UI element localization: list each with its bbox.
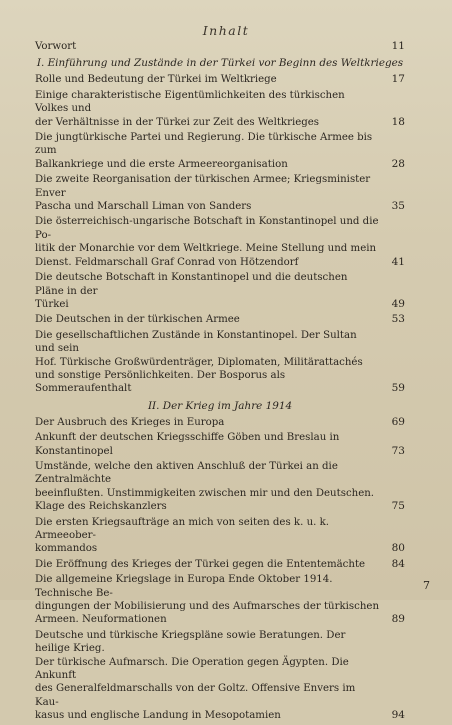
- page-title: Inhalt: [202, 23, 250, 38]
- toc-entry-text: Umstände, welche den aktiven Anschluß der Türkei an die Zentralmächte beeinflußten. Unstimmigkeiten zwischen mir und den Deutschen. Klage des Reichskanzlers: [35, 460, 375, 513]
- toc-entry-page: 53: [391, 313, 405, 326]
- toc-entry-page: 35: [391, 200, 405, 213]
- toc-entry: [35, 558, 405, 571]
- toc-entry-page: 28: [391, 157, 405, 170]
- toc-entry: [35, 271, 405, 311]
- toc-entry: [35, 573, 405, 627]
- toc-entry: [35, 460, 405, 514]
- table-of-contents: [35, 40, 405, 725]
- toc-entry-text: Rolle und Bedeutung der Türkei im Weltkriege: [35, 74, 277, 86]
- toc-entry-text: Die allgemeine Kriegslage in Europa Ende Oktober 1914. Technische Be- dingungen der Mobilisierung und des Aufmarsches der türkischen Armeen. Neuformationen: [35, 574, 380, 626]
- toc-entry: [35, 416, 405, 429]
- toc-entry-page: 59: [391, 382, 405, 395]
- toc-entry: [35, 313, 405, 326]
- toc-entry-page: 94: [391, 709, 405, 722]
- toc-entry-text: Die gesellschaftlichen Zustände in Konstantinopel. Der Sultan und sein Hof. Türkische Großwürdenträger, Diplomaten, Militärattachés und sonstige Persönlichkeiten. Der Bosporus als Sommeraufenthalt: [35, 329, 363, 395]
- toc-entry-text: Deutsche und türkische Kriegspläne sowie Beratungen. Der heilige Krieg. Der türkische Aufmarsch. Die Operation gegen Ägypten. Die Ankunft des Generalfeldmarschalls von der Goltz. Offensive Envers im Kau- kasus und englische Landung in Mesopotamien: [35, 629, 356, 722]
- toc-entry: [35, 629, 405, 723]
- toc-entry-page: 17: [391, 73, 405, 86]
- toc-entry-text: Die zweite Reorganisation der türkischen Armee; Kriegsminister Enver Pascha und Marschall Liman von Sanders: [35, 174, 371, 213]
- section-heading-1: I. Einführung und Zustände in der Türkei vor Beginn des Weltkrieges: [36, 57, 404, 70]
- toc-entry-page: 80: [391, 542, 405, 555]
- toc-entry-text: Ankunft der deutschen Kriegsschiffe Göben und Breslau in Konstantinopel: [35, 432, 340, 457]
- toc-entry-text: Vorwort: [35, 41, 77, 52]
- toc-entry-page: 69: [391, 415, 405, 428]
- toc-entry-text: Die österreichisch-ungarische Botschaft in Konstantinopel und die Po- litik der Monarchie vor dem Weltkriege. Meine Stellung und mein Dienst. Feldmarschall Graf Conrad von Hötzendorf: [35, 216, 379, 268]
- toc-entry: [35, 131, 405, 171]
- toc-entry-page: 84: [391, 557, 405, 570]
- toc-entry-page: 89: [391, 613, 405, 626]
- toc-entry-page: 75: [391, 500, 405, 513]
- toc-entry: [35, 73, 405, 86]
- toc-part-2: [35, 416, 405, 723]
- toc-entry-text: Die deutsche Botschaft in Konstantinopel und die deutschen Pläne in der Türkei: [35, 272, 348, 310]
- toc-entry-page: 41: [391, 255, 405, 268]
- toc-entry: [35, 431, 405, 458]
- toc-entry-page: 49: [391, 297, 405, 310]
- toc-entry: [35, 173, 405, 213]
- toc-entry: [35, 516, 405, 556]
- toc-entry: [35, 215, 405, 269]
- toc-entry-text: Die Eröffnung des Krieges der Türkei gegen die Ententemächte: [35, 558, 366, 570]
- toc-entry-text: Einige charakteristische Eigentümlichkeiten des türkischen Volkes und der Verhältnisse in der Türkei zur Zeit des Weltkrieges: [35, 89, 345, 128]
- toc-entry-text: Die ersten Kriegsaufträge an mich von seiten des k. u. k. Armeeober- kommandos: [35, 516, 330, 555]
- page-number: 7: [423, 579, 430, 592]
- toc-entry: [35, 329, 405, 396]
- toc-entry-page: 11: [391, 40, 405, 52]
- toc-entry-page: 73: [391, 444, 405, 457]
- section-heading-2: II. Der Krieg im Jahre 1914: [147, 399, 293, 412]
- toc-entry-text: Die Deutschen in der türkischen Armee: [35, 314, 240, 326]
- toc-entry-page: 18: [391, 115, 405, 128]
- toc-entry-text: Die jungtürkische Partei und Regierung. Die türkische Armee bis zum Balkankriege und die erste Armeereorganisation: [35, 132, 373, 170]
- toc-entry-text: Der Ausbruch des Krieges in Europa: [35, 416, 225, 428]
- toc-entry-vorwort: [35, 40, 405, 53]
- toc-part-1: [35, 73, 405, 395]
- toc-entry: [35, 89, 405, 129]
